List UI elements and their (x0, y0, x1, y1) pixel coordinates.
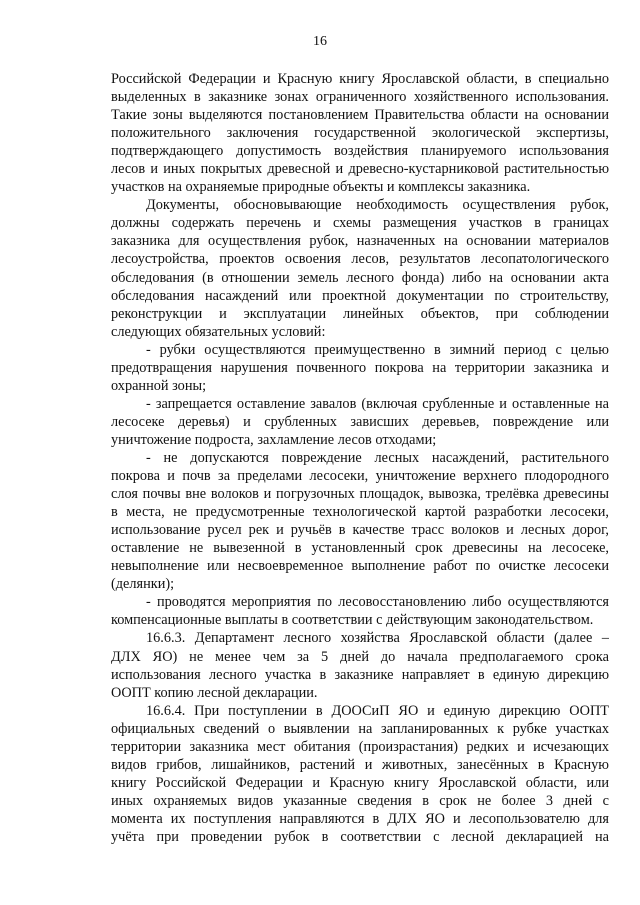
text-line: уничтожение подроста, захламление лесов отходами; (111, 431, 437, 448)
text-line: компенсационные выплаты в соответствии с действующим законодательством. (111, 612, 594, 629)
text-line: лесов и иных покрытых древесной и древесно-кустарниковой растительностью (111, 161, 609, 178)
text-line: Такие зоны выделяются постановлением Правительства области на основании (111, 107, 609, 124)
text-line: должны содержать перечень и схемы размещения участков в границах (111, 215, 609, 232)
text-line: покрова и почв за пределами лесосеки, уничтожение верхнего плодородного (111, 468, 609, 485)
text-line: участков на охраняемые природные объекты и комплексы заказника. (111, 179, 531, 196)
text-line: следующих обязательных условий: (111, 323, 326, 340)
text-line: (делянки); (111, 576, 175, 593)
text-line: - проводятся мероприятия по лесовосстановлению либо осуществляются (146, 594, 609, 611)
text-line: слоя почвы вне волоков и погрузочных площадок, вывозка, трелёвка древесины (111, 486, 609, 503)
text-line: иных охраняемых видов указанные сведения в срок не более 3 дней с (111, 792, 609, 809)
text-line: охранной зоны; (111, 377, 207, 394)
text-line: реконструкции и эксплуатации линейных объектов, при соблюдении (111, 305, 609, 322)
text-line: заказника для осуществления рубок, назначенных на основании материалов (111, 233, 609, 250)
text-line: оставление не вывезенной в установленный срок древесины на лесосеке, (111, 540, 609, 557)
text-line: Российской Федерации и Красную книгу Ярославской области, в специально (111, 71, 609, 87)
text-line: лесосеке деревья) и срубленных зависших деревьев, повреждение или (111, 413, 609, 430)
text-line: выделенных в заказнике зонах ограниченного хозяйственного использования. (111, 89, 609, 106)
text-line: обследования (в отношении земель лесного фонда) либо на основании акта (111, 269, 609, 286)
text-line: Документы, обосновывающие необходимость осуществления рубок, (146, 197, 609, 214)
text-line: подтверждающего допустимость воздействия планируемого использования (111, 143, 609, 160)
text-line: учёта при проведении рубок в соответствии с лесной декларацией на (111, 828, 609, 845)
text-line: лесоустройства, проектов освоения лесов, результатов лесопатологического (111, 251, 609, 268)
text-line: в места, не предусмотренные технологической картой разработки лесосеки, (111, 504, 609, 521)
text-line: видов грибов, лишайников, растений и животных, занесённых в Красную (111, 756, 609, 773)
text-line: 16.6.4. При поступлении в ДООСиП ЯО и единую дирекцию ООПТ (146, 702, 609, 719)
page-number: 16 (313, 34, 327, 49)
text-line: положительного заключения государственной экологической экспертизы, (111, 125, 609, 142)
text-line: официальных сведений о выявлении на запланированных к рубке участках (111, 720, 609, 737)
body-text (111, 70, 609, 846)
text-line: территории заказника мест обитания (произрастания) редких и исчезающих (111, 738, 609, 755)
text-line: момента их поступления направляются в ДЛХ ЯО и лесопользователю для (111, 810, 609, 827)
text-line: предотвращения нарушения почвенного покрова на территории заказника и (111, 359, 609, 376)
text-line: использование русел рек и ручьёв в качестве трасс волоков и лесных дорог, (111, 522, 609, 539)
text-line: обследования насаждений или проектной документации по строительству, (111, 287, 609, 304)
text-line: ДЛХ ЯО) не менее чем за 5 дней до начала предполагаемого срока (111, 648, 609, 665)
text-line: - запрещается оставление завалов (включая срубленные и оставленные на (146, 395, 609, 412)
text-line: книгу Российской Федерации и Красную книгу Ярославской области, или (111, 774, 609, 791)
text-line: невыполнение или несвоевременное выполнение работ по очистке лесосеки (111, 558, 609, 575)
text-line: - рубки осуществляются преимущественно в зимний период с целью (146, 341, 609, 358)
text-line: использования лесного участка в заказнике направляет в единую дирекцию (111, 666, 609, 683)
text-line: - не допускаются повреждение лесных насаждений, растительного (146, 449, 609, 466)
text-line: 16.6.3. Департамент лесного хозяйства Ярославской области (далее – (146, 630, 609, 647)
text-line: ООПТ копию лесной декларации. (111, 684, 318, 701)
